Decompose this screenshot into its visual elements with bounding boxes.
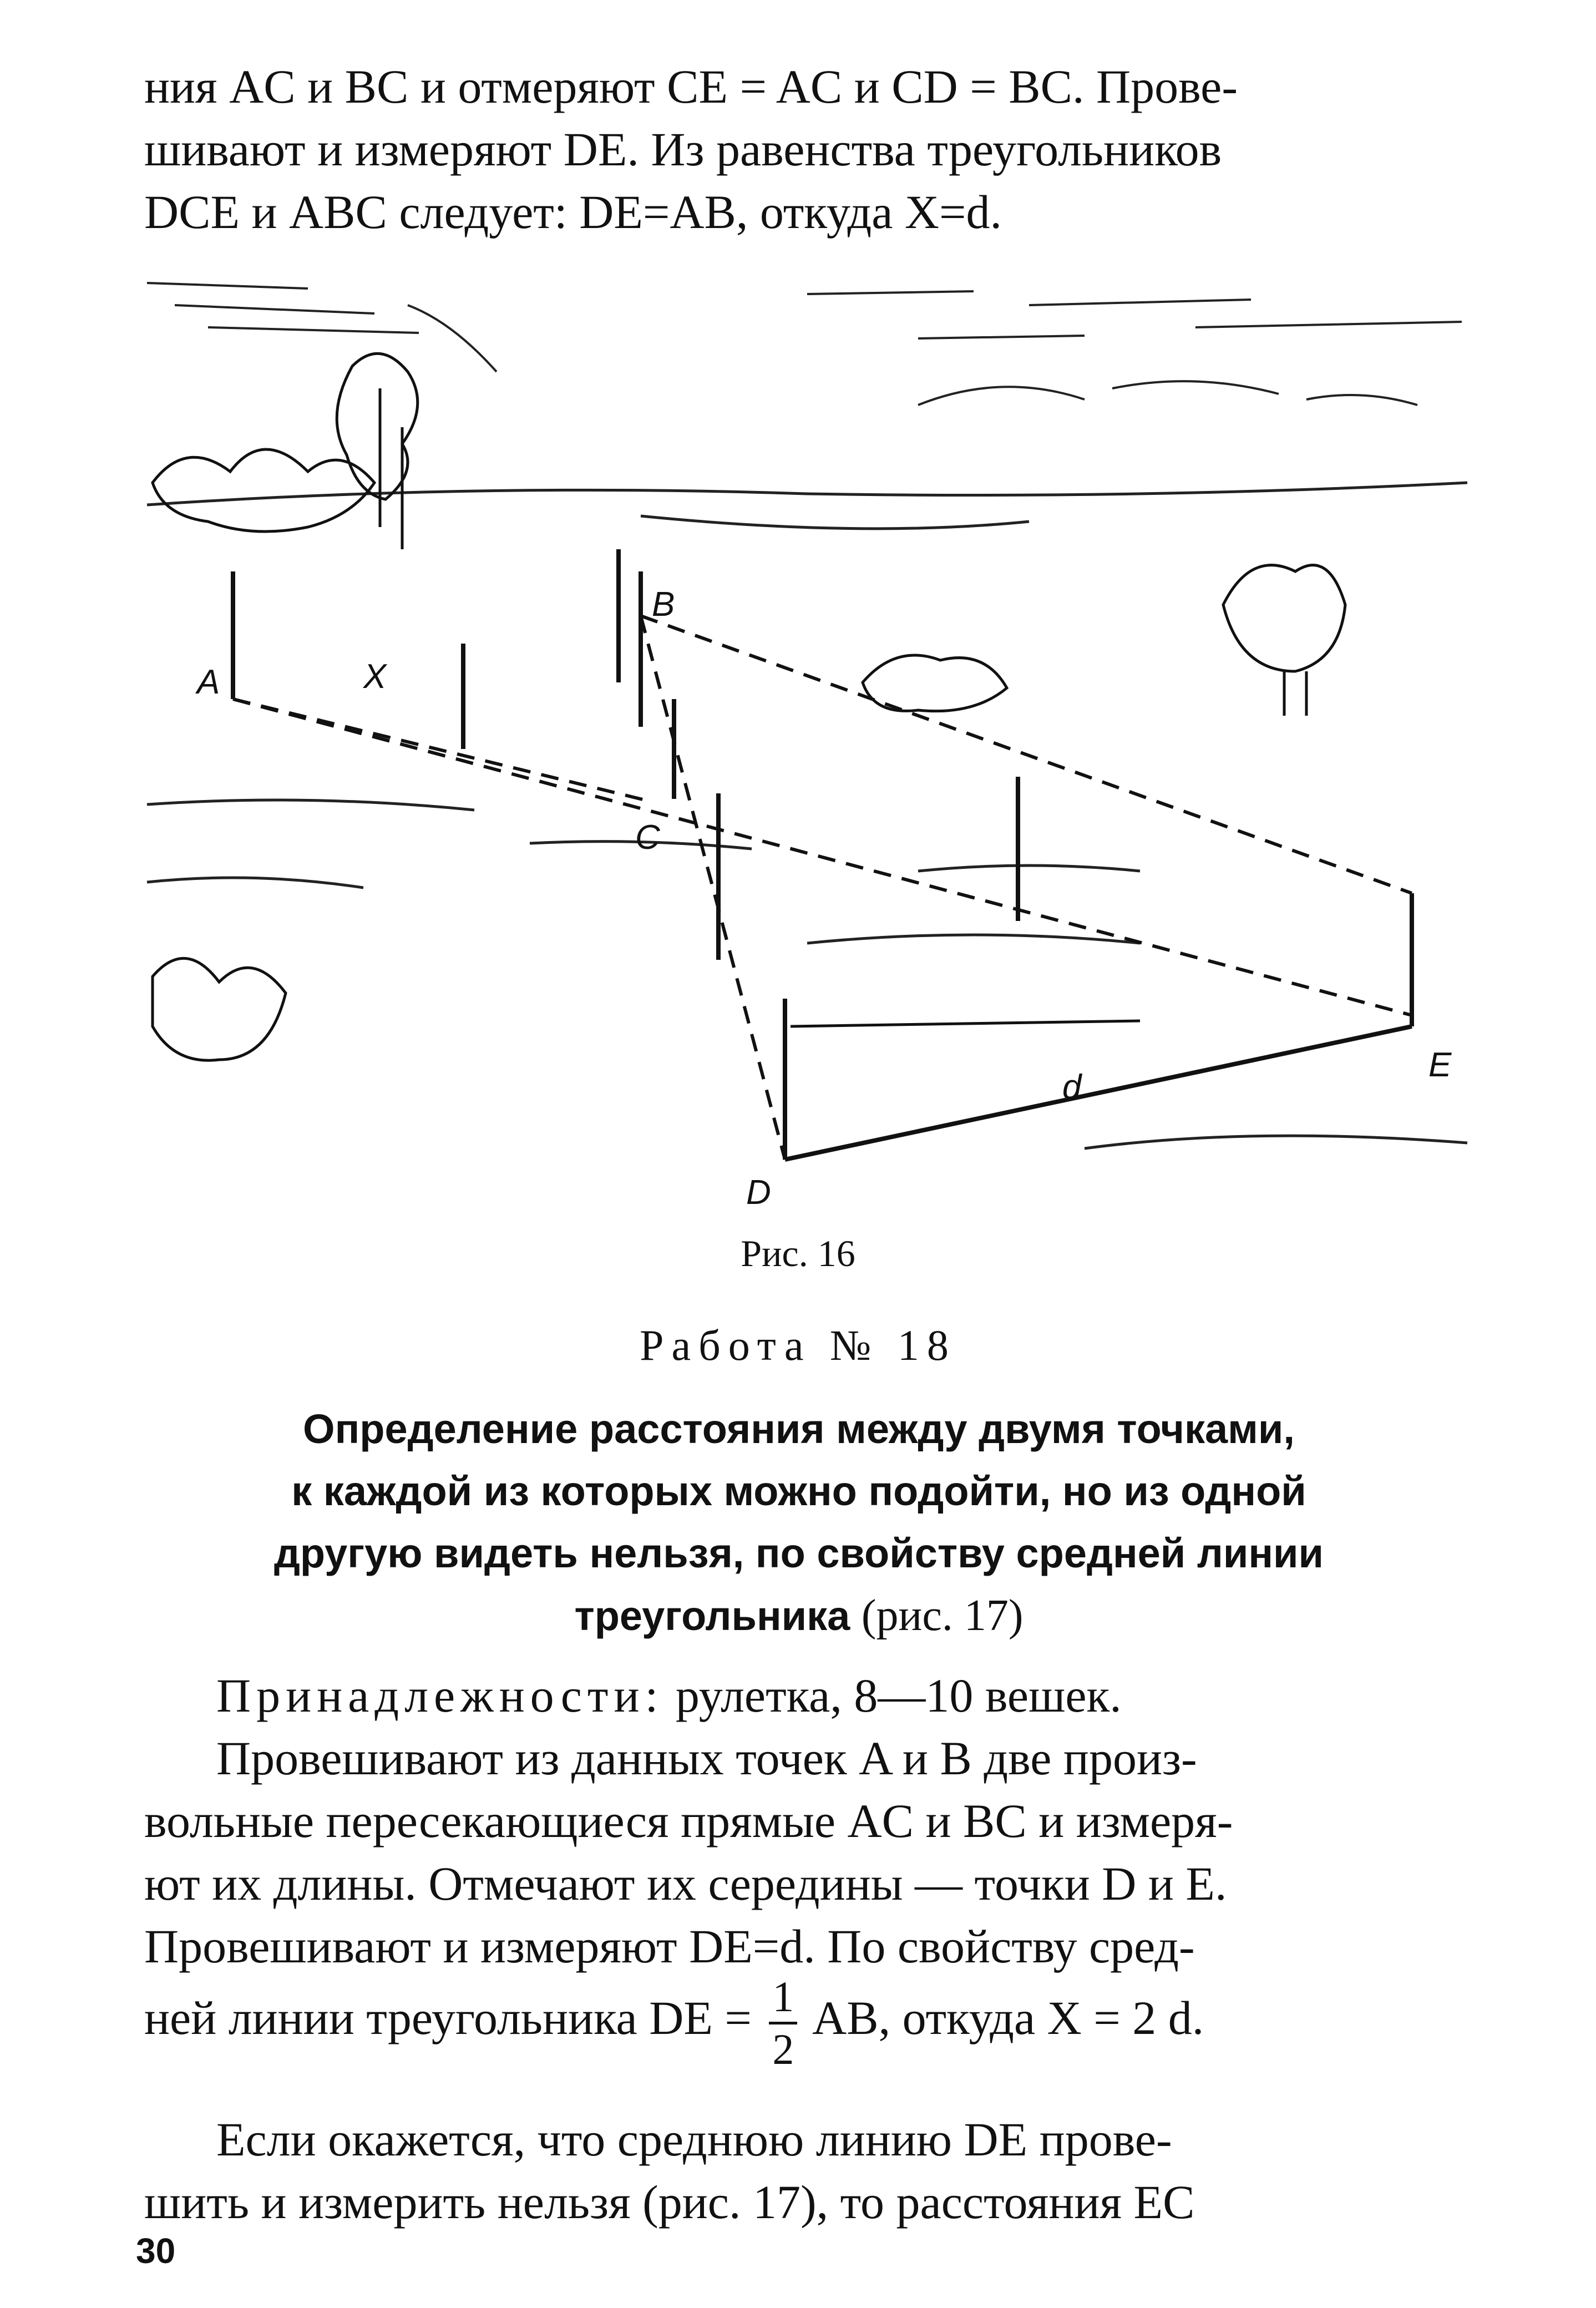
top-line-2: шивают и измеряют DE. Из равенства треугольников bbox=[144, 123, 1222, 176]
label-e: E bbox=[1428, 1046, 1452, 1084]
p1-line-1: Провешивают из данных точек A и B две произ- bbox=[216, 1732, 1197, 1785]
label-b: B bbox=[652, 585, 675, 624]
accessories-line bbox=[144, 1664, 1453, 1727]
p2-line-1: Если окажется, что среднюю линию DE прове- bbox=[216, 2113, 1172, 2166]
label-c: C bbox=[635, 818, 660, 857]
dashed-lines bbox=[233, 616, 1412, 1160]
line-de bbox=[785, 1026, 1412, 1160]
p1-line-4: Провешивают и измеряют DE=d. По свойству сред- bbox=[144, 1920, 1195, 1973]
ground-line bbox=[791, 1021, 1140, 1026]
figure-caption: Рис. 16 bbox=[741, 1232, 855, 1274]
paragraph-1 bbox=[144, 1727, 1453, 1978]
p1-line-3: ют их длины. Отмечают их середины — точки D и E. bbox=[144, 1857, 1227, 1910]
line-bc-extended bbox=[641, 616, 785, 1160]
paragraph-2 bbox=[144, 2108, 1453, 2234]
label-d: D bbox=[746, 1173, 771, 1204]
label-a: A bbox=[197, 663, 220, 701]
page-number: 30 bbox=[136, 2231, 176, 2271]
heading-line-4: треугольника bbox=[574, 1593, 850, 1639]
top-line-3: DCE и ABC следует: DE=AB, откуда X=d. bbox=[144, 185, 1002, 239]
terrain-lines bbox=[147, 483, 1467, 1148]
figure-16-illustration bbox=[141, 261, 1473, 1204]
section-heading bbox=[166, 1398, 1431, 1647]
p1-line-5a: ней линии треугольника DE = bbox=[144, 1991, 752, 2045]
label-d-distance: d bbox=[1062, 1068, 1082, 1106]
line-ac-extended bbox=[233, 699, 1412, 1015]
accessories-label: Принадлежности: bbox=[216, 1669, 664, 1722]
top-paragraph bbox=[144, 55, 1453, 244]
fraction-numerator: 1 bbox=[769, 1975, 797, 2024]
heading-figure-ref: (рис. 17) bbox=[861, 1591, 1024, 1640]
heading-line-3: другую видеть нельзя, по свойству средней линии bbox=[273, 1530, 1324, 1576]
top-line-1: ния AC и BC и отмеряют CE = AC и CD = BC. Прове- bbox=[144, 60, 1238, 113]
heading-line-2: к каждой из которых можно подойти, но из одной bbox=[291, 1468, 1306, 1514]
line-ab-x bbox=[233, 699, 652, 802]
label-x: X bbox=[363, 657, 387, 696]
trees bbox=[153, 353, 1345, 1060]
p1-line-2: вольные пересекающиеся прямые AC и BC и измеря- bbox=[144, 1794, 1233, 1848]
p2-line-2: шить и измерить нельзя (рис. 17), то расстояния EC bbox=[144, 2175, 1195, 2229]
fraction-one-half bbox=[769, 1972, 797, 2073]
fraction-denominator: 2 bbox=[772, 2025, 794, 2073]
p1-line-5b: AB, откуда X = 2 d. bbox=[812, 1991, 1204, 2045]
accessories-value: рулетка, 8—10 вешек. bbox=[675, 1669, 1122, 1722]
formula-line bbox=[144, 1972, 1453, 2073]
poles bbox=[233, 549, 1412, 1160]
work-title: Работа № 18 bbox=[640, 1321, 956, 1369]
line-be bbox=[641, 616, 1412, 893]
heading-line-1: Определение расстояния между двумя точками, bbox=[303, 1406, 1295, 1452]
